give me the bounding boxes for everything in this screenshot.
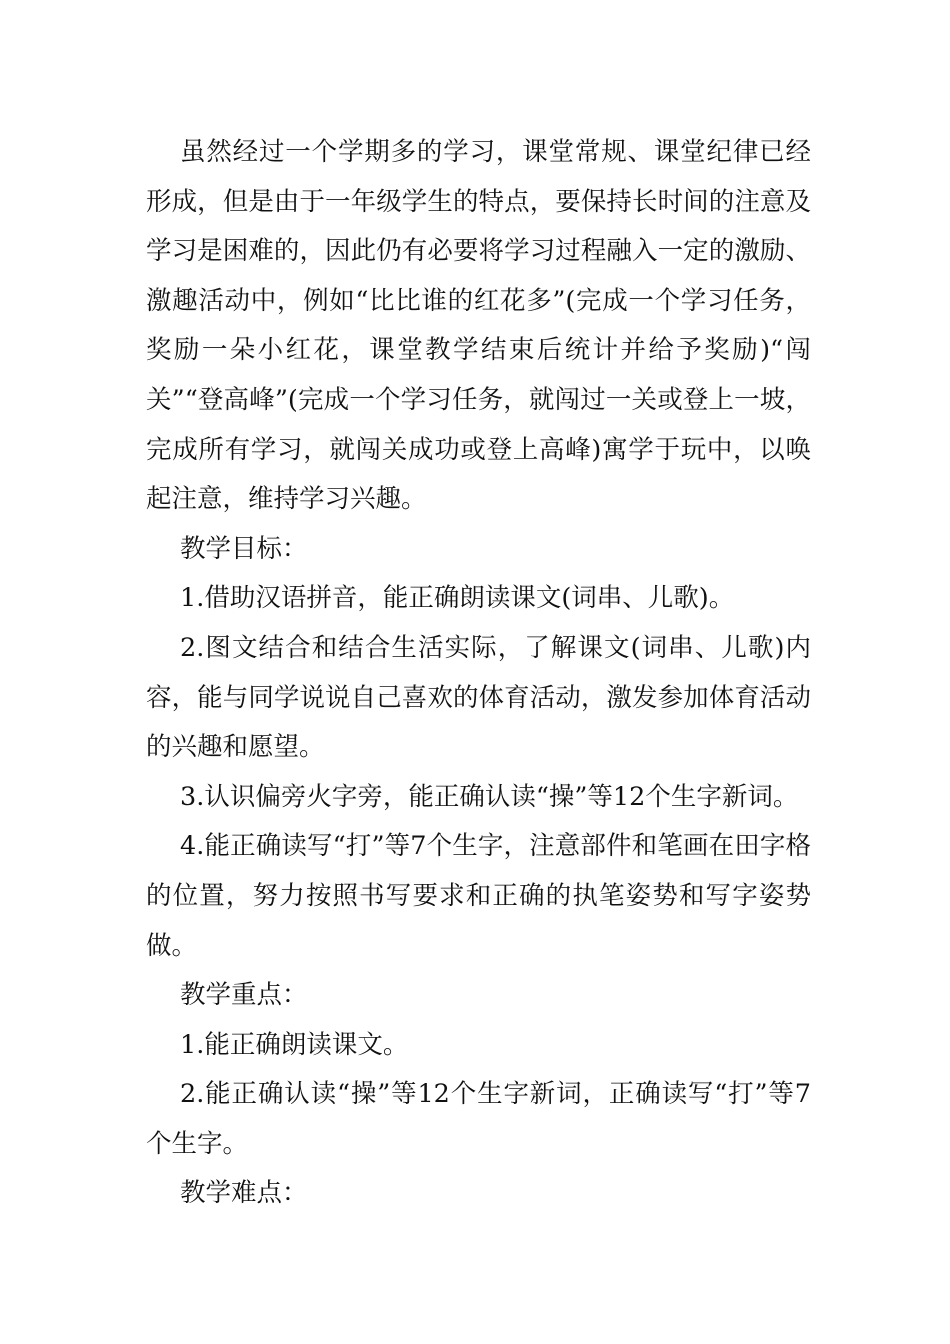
teaching-focus-heading: 教学重点： (180, 980, 308, 1011)
intro-paragraph: 虽然经过一个学期多的学习，课堂常规、课堂纪律已经形成，但是由于一年级学生的特点，要保持长时间的注意及学习是困难的，因此仍有必要将学习过程融入一定的激励、激趣活动中，例如“比比谁的红花多”(完成一个学习任务，奖励一朵小红花，课堂教学结束后统计并给予奖励)“闯关”“登高峰”(完成一个学习任务，就闯过一关或登上一坡，完成所有学习，就闯关成功或登上高峰)寓学于玩中，以唤起注意，维持学习兴趣。 (146, 137, 811, 515)
teaching-goals-heading: 教学目标： (180, 533, 308, 564)
focus-item-2: 2.能正确认读“操”等12个生字新词，正确读写“打”等7个生字。 (146, 1079, 811, 1159)
goal-item-4: 4.能正确读写“打”等7个生字，注意部件和笔画在田字格的位置，努力按照书写要求和正确的执笔姿势和写字姿势做。 (146, 831, 811, 961)
goal-item-1: 1.借助汉语拼音，能正确朗读课文(词串、儿歌)。 (180, 583, 735, 614)
goal-item-2: 2.图文结合和结合生活实际，了解课文(词串、儿歌)内容，能与同学说说自己喜欢的体育活动，激发参加体育活动的兴趣和愿望。 (146, 632, 811, 763)
goal-item-3: 3.认识偏旁火字旁，能正确认读“操”等12个生字新词。 (180, 781, 799, 812)
teaching-difficulty-heading: 教学难点： (180, 1178, 308, 1209)
document-body (146, 128, 811, 1219)
focus-item-1: 1.能正确朗读课文。 (180, 1029, 409, 1060)
